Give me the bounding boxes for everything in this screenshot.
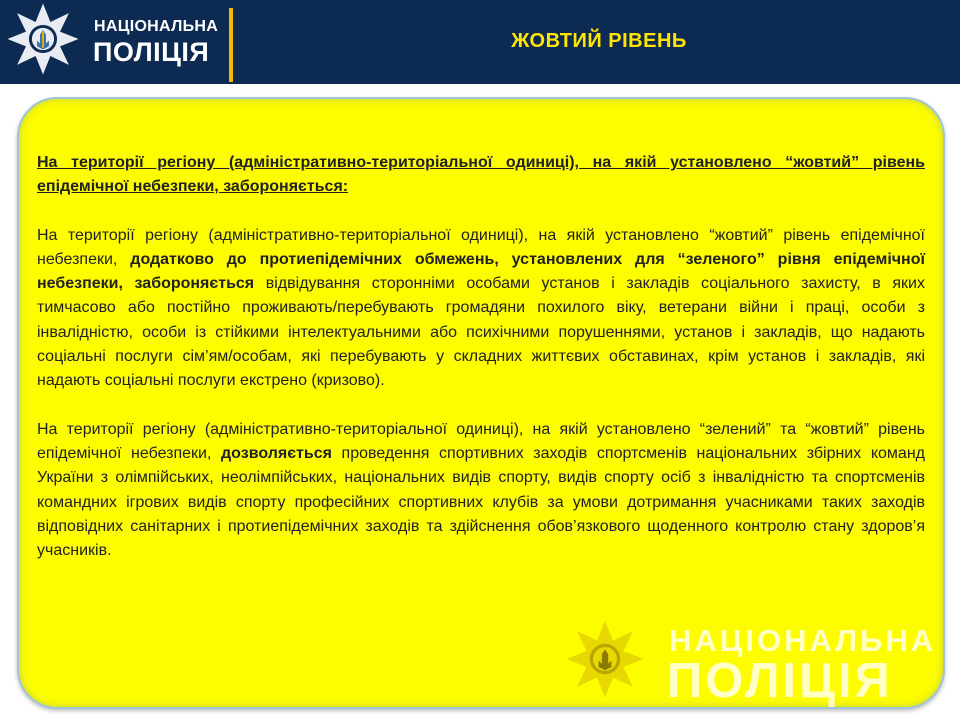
paragraph-emphasis: додатково до протиепідемічних обмежень, установлених для “зеленого” рівня епідемічної небезпеки, забороняється (37, 250, 925, 293)
paragraph-text: На території регіону (адміністративно-територіальної одиниці), на якій установлено “зелений” та “жовтий” рівень епідемічної небезпеки, (37, 420, 925, 462)
police-star-watermark-icon (565, 619, 645, 699)
intro-heading: На території регіону (адміністративно-територіальної одиниці), на якій установлено “жовтий” рівень епідемічної небезпеки, забороняється: (37, 154, 925, 196)
paragraph-text: На території регіону (адміністративно-територіальної одиниці), на якій установлено “жовтий” рівень епідемічної небезпеки, (37, 226, 925, 268)
brand-name-line2: ПОЛІЦІЯ (93, 37, 210, 67)
header-divider (229, 8, 233, 82)
content-card (17, 97, 945, 709)
header-bar (0, 0, 960, 84)
watermark-line2: ПОЛІЦІЯ (667, 654, 893, 708)
paragraph-text: проведення спортивних заходів спортсменів національних збірних команд України з олімпійських, неолімпійських, національних видів спорту, видів спорту осіб з інвалідністю та спортсменів командних ігрових видів спорту професійних спортивних клубів за умови дотримання учасниками таких заходів відповідних санітарних і протиепідемічних заходів та здійснення обов’язкового щоденного контролю стану здоров’я учасників. (37, 444, 925, 560)
paragraph-text: відвідування сторонніми особами установ і закладів соціального захисту, в яких тимчасово або постійно проживають/перебувають громадяни похилого віку, ветерани війни і праці, особи з інвалідністю, особи із стійкими інтелектуальними або психічними порушеннями, установ і закладів, що надають соціальні послуги сім’ям/особам, які перебувають у складних життєвих обставинах, крім установ і закладів, які надають соціальні послуги екстрено (кризово). (37, 275, 925, 390)
brand-name-line1: НАЦІОНАЛЬНА (94, 18, 219, 35)
paragraph-restrictions (37, 224, 925, 394)
paragraph-permissions (37, 418, 925, 564)
content-body (37, 151, 925, 563)
paragraph-emphasis: дозволяється (221, 444, 332, 462)
police-star-emblem-icon (6, 2, 80, 76)
watermark-line1: НАЦІОНАЛЬНА (669, 623, 937, 658)
page-title: ЖОВТИЙ РІВЕНЬ (511, 30, 687, 52)
